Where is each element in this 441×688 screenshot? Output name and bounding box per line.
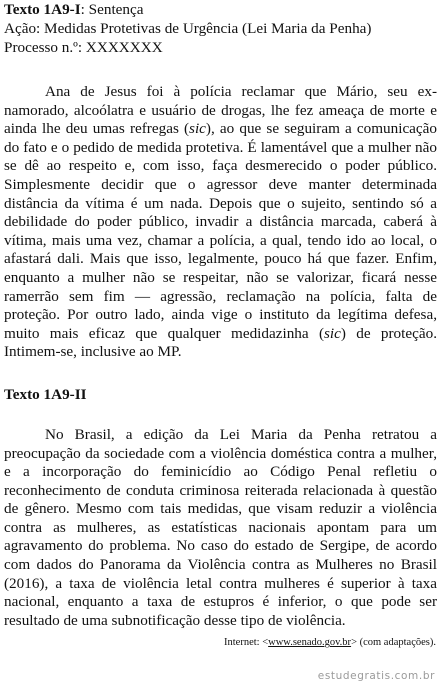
source-citation [4,636,436,649]
text-2-title: Texto 1A9-II [4,385,87,403]
source-link[interactable]: www.senado.gov.br [268,637,352,649]
sic-annotation: sic [324,324,341,342]
site-watermark: estudegratis.com.br [317,670,435,682]
sic-annotation: sic [189,120,206,138]
text-label-line [4,0,437,19]
text-label-suffix: : Sentença [80,1,144,18]
source-prefix: Internet: < [224,637,269,649]
text-label: Texto 1A9-I [4,1,81,18]
sentence-paragraph [4,83,437,362]
sentence-text-part3: ) de proteção. Intimem-se, inclusive ao MP. [4,324,437,361]
acao-line: Ação: Medidas Protetivas de Urgência (Lei Maria da Penha) [4,20,372,37]
sentence-text-part2: ), ao que se seguiram a comunicação do fato e o pedido de medida protetiva. É lamentável que a mulher não se dê ao respeito e, com isso, faça desmerecido o poder público. Simplesmente decidir que o agressor deve manter determinada distância da vítima é um nada. Depois que o sujeito, sentindo só a debilidade do poder público, invadir a distância marcada, caberá à vítima, mais uma vez, chamar a polícia, a qual, tendo ido ao local, o afastará dali. Mais que isso, legalmente, pouco há que fazer. Enfim, enquanto a mulher não se respeitar, não se valorizar, ficará nesse ramerrão sem fim — agressão, reclamação na polícia, falta de proteção. Por outro lado, ainda vige o instituto da legítima defesa, muito mais eficaz que qualquer medidazinha ( [4,120,437,342]
source-suffix: > (com adaptações). [351,637,436,649]
sentence-text-part1: Ana de Jesus foi à polícia reclamar que Mário, seu ex-namorado, alcoólatra e usuário de drogas, lhe fez ameaça de morte e ainda lhe deu umas refregas ( [4,83,437,138]
document-page [4,0,437,649]
text-2-paragraph: No Brasil, a edição da Lei Maria da Penha retratou a preocupação da sociedade com a violência doméstica contra a mulher, e a incorporação do feminicídio ao Código Penal refletiu o reconhecimento de conduta criminosa reiterada relacionada à questão de gênero. Mesmo com tais medidas, que visam reduzir a violência contra as mulheres, as estatísticas nacionais apontam para um agravamento do problema. No caso do estado de Sergipe, de acordo com dados do Panorama da Violência contra as Mulheres no Brasil (2016), a taxa de violência letal contra mulheres é superior à taxa nacional, enquanto a taxa de estupros é inferior, o que pode ser resultado de uma subnotificação desse tipo de violência. [4,425,437,629]
processo-line: Processo n.º: XXXXXXX [4,39,163,56]
